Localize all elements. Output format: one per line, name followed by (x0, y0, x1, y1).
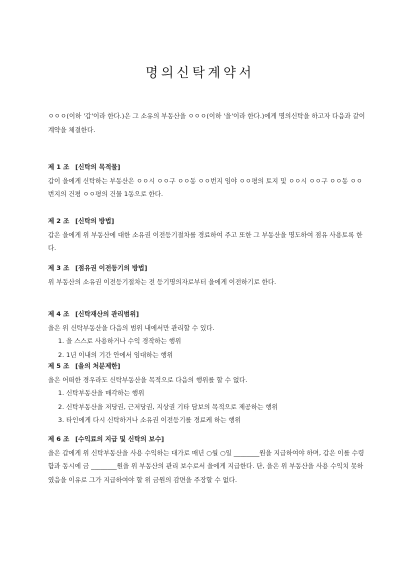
article-heading (48, 161, 368, 175)
article-title: [신탁의 방법] (75, 217, 115, 225)
article-title: [을의 처분제한] (75, 362, 121, 370)
article-body: 위 부동산의 소유권 이전등기절차는 전 등기명의자로부터 을에게 이전하기로 한다. (48, 277, 277, 286)
article-number: 제 1 조 (48, 163, 70, 171)
article-6 (48, 433, 368, 487)
list-item: 3. 타인에게 다시 신탁하거나 소유권 이전등기를 경료케 하는 행위 (58, 416, 241, 424)
list-item: 2. 신탁부동산을 저당권, 근저당권, 지상권 기타 담보의 목적으로 제공하는 행위 (58, 402, 278, 411)
article-title: [신탁의 목적물] (75, 163, 121, 171)
list-item: 2. 1년 이내의 기간 안에서 임대하는 행위 (58, 350, 173, 359)
article-title: [신탁재산의 관리범위] (75, 310, 139, 318)
article-number: 제 5 조 (48, 362, 70, 370)
article-body: 갑이 을에게 신탁하는 부동산은 ㅇㅇ시 ㅇㅇ구 ㅇㅇ동 ㅇㅇ번지 임야 ㅇㅇ평의 토지 및 ㅇㅇ시 ㅇㅇ구 ㅇㅇ동 ㅇㅇ번지의 건평 ㅇㅇ평의 건물 1동으로 한다. (48, 176, 363, 198)
document-title: 명의신탁계약서 (145, 66, 255, 81)
list-item: 1. 을 스스로 사용하거나 수익 경작하는 행위 (58, 337, 182, 345)
article-heading (48, 360, 368, 374)
article-number: 제 4 조 (48, 310, 70, 318)
article-number: 제 2 조 (48, 217, 70, 225)
article-body: 을은 어떠한 경우라도 신탁부동산을 목적으로 다음의 행위를 할 수 없다. (48, 375, 248, 384)
intro-paragraph: ㅇㅇㅇ(이하 '갑'이라 한다.)은 그 소유의 부동산을 ㅇㅇㅇ(이하 '을'이라 한다.)에게 명의신탁을 하고자 다음과 같이 계약을 체결한다. (48, 112, 366, 134)
article-body: 을은 위 신탁부동산을 다음의 범위 내에서만 관리할 수 있다. (48, 323, 215, 332)
list-item: 1. 신탁부동산을 매각하는 행위 (58, 389, 145, 397)
article-body: 갑은 을에게 위 부동산에 대한 소유권 이전등기절차를 경료하여 주고 또한 그 부동산을 명도하여 점유 사용토록 한다. (48, 230, 363, 252)
article-number: 제 6 조 (48, 435, 70, 443)
article-body: 을은 갑에게 위 신탁부동산을 사용 수익하는 대가로 매년 ○월 ○일 ________원을 지급하여야 하며, 갑은 이를 수령함과 동시에 금 ________원을 위 부동산의 관리 보수로서 을에게 지급한다. 단, 을은 위 부동산을 사용 수익치 못하였음을 이유로 그가 지급하여야 할 위 금원의 감면을 주장할 수 없다. (48, 448, 365, 484)
article-2 (48, 215, 368, 256)
article-heading (48, 215, 368, 229)
article-number: 제 3 조 (48, 264, 70, 272)
article-1 (48, 161, 368, 202)
article-5 (48, 360, 368, 428)
article-heading (48, 433, 368, 447)
article-3 (48, 262, 368, 289)
article-title: [점유권 이전등기의 방법] (75, 264, 148, 272)
article-title: [수익료의 지급 및 신탁의 보수] (75, 435, 165, 443)
article-heading (48, 308, 368, 322)
article-heading (48, 262, 368, 276)
article-4 (48, 308, 368, 362)
